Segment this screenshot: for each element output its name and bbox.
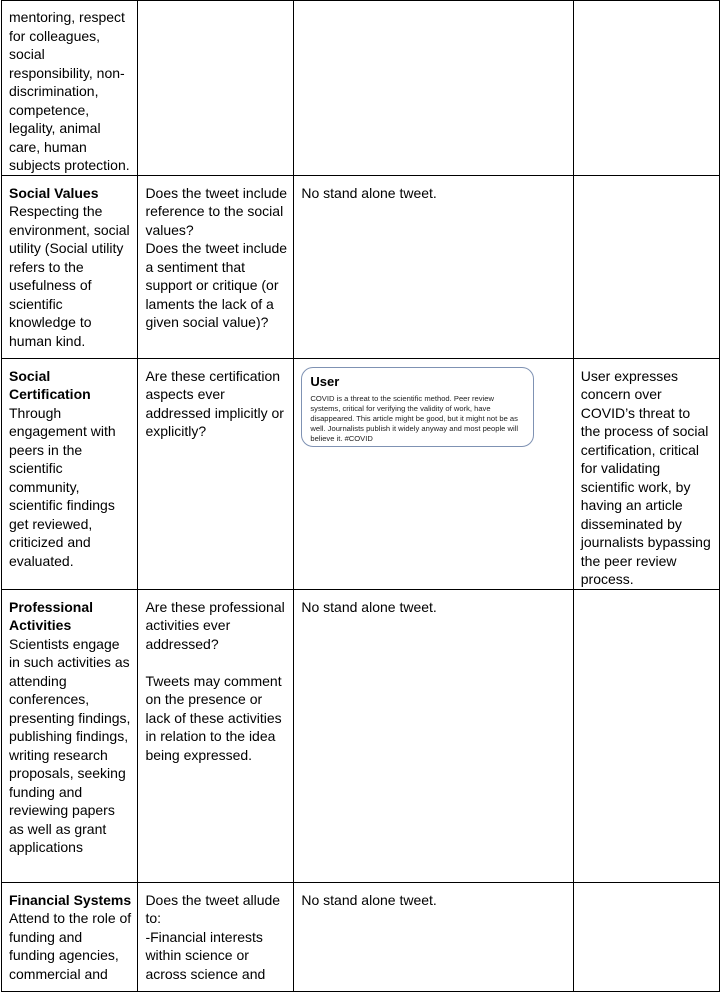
tweet-cell [294, 358, 573, 589]
category-cell [2, 882, 138, 991]
tweet-note: No stand alone tweet. [301, 598, 437, 615]
tweet-card [301, 367, 534, 447]
table-row [2, 882, 720, 991]
analysis-cell [573, 1, 719, 176]
category-title: Social Certification [9, 367, 91, 402]
category-cell [2, 175, 138, 358]
question-text: Does the tweet include reference to the social values? Does the tweet include a sentiment that support or critique (or laments the lack of a given social value)? [145, 184, 288, 330]
table-row [2, 358, 720, 589]
coding-table [1, 0, 720, 992]
category-description: Attend to the role of funding and funding agencies, commercial and [9, 910, 132, 982]
table-row [2, 175, 720, 358]
category-title: Professional Activities [9, 598, 94, 633]
tweet-text: COVID is a threat to the scientific method. Peer review systems, critical for verifying the validity of work, have disappeared. This article might be good, but it might not be as well. Journalists publish it widely anyway and most people will believe it. #COVID [310, 393, 519, 444]
category-title: Financial Systems [9, 891, 132, 908]
question-cell [138, 882, 294, 991]
category-cell [2, 358, 138, 589]
category-description: mentoring, respect for colleagues, social responsibility, non-discrimination, competence, legality, animal care, human subjects protection. [9, 9, 130, 173]
question-cell [138, 175, 294, 358]
question-cell [138, 1, 294, 176]
table-row [2, 1, 720, 176]
question-cell [138, 358, 294, 589]
category-description: Respecting the environment, social utility (Social utility refers to the usefulness of scientific knowledge to human kind. [9, 203, 130, 349]
analysis-cell [573, 589, 719, 882]
category-title: Social Values [9, 184, 99, 201]
tweet-cell [294, 1, 573, 176]
analysis-cell [573, 358, 719, 589]
category-description: Scientists engage in such activities as attending conferences, presenting findings, publishing findings, writing research proposals, seeking funding and reviewing papers as well as grant applications [9, 635, 131, 855]
category-description: Through engagement with peers in the scientific community, scientific findings get reviewed, criticized and evaluated. [9, 404, 116, 569]
category-cell [2, 1, 138, 176]
question-cell [138, 589, 294, 882]
question-text: Are these professional activities ever addressed? Tweets may comment on the presence or lack of these activities in relation to the idea being expressed. [145, 598, 285, 763]
tweet-cell [294, 175, 573, 358]
analysis-text: User expresses concern over COVID’s threat to the process of social certification, critical for validating scientific work, by having an article disseminated by journalists bypassing the peer review process. [580, 367, 711, 587]
tweet-note: No stand alone tweet. [301, 891, 437, 908]
table-row [2, 589, 720, 882]
analysis-cell [573, 175, 719, 358]
tweet-cell [294, 882, 573, 991]
tweet-user-name: User [310, 373, 340, 389]
tweet-note: No stand alone tweet. [301, 184, 437, 201]
question-text: Does the tweet allude to: -Financial interests within science or across science and [145, 891, 281, 982]
category-cell [2, 589, 138, 882]
question-text: Are these certification aspects ever addressed implicitly or explicitly? [145, 367, 284, 439]
analysis-cell [573, 882, 719, 991]
tweet-cell [294, 589, 573, 882]
